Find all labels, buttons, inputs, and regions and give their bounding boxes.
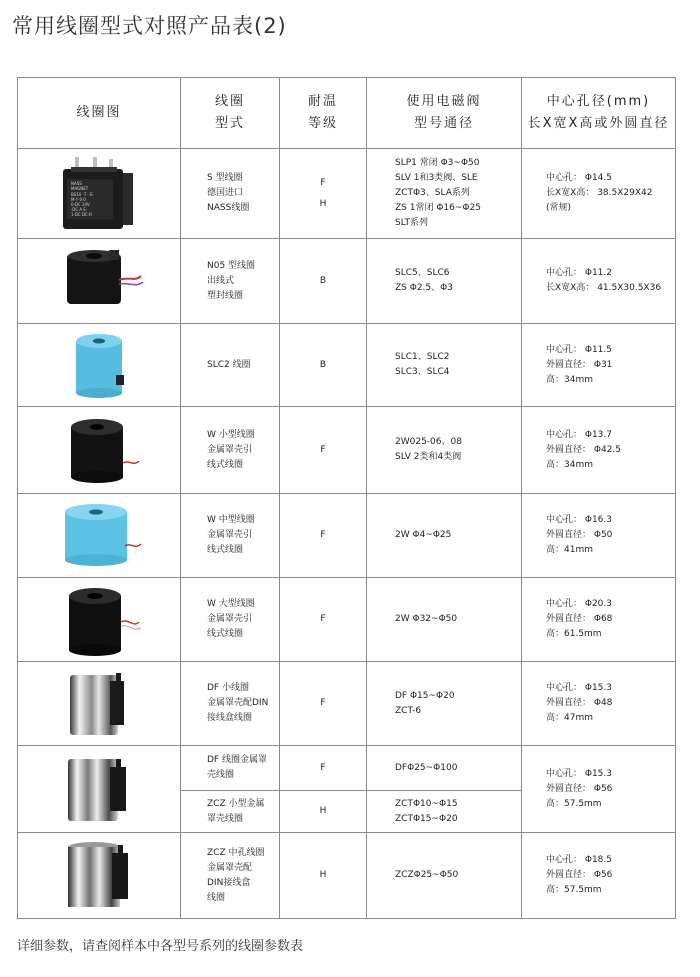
table-row bbox=[18, 662, 676, 746]
valve-model-cell: SLC1、SLC2 SLC3、SLC4 bbox=[367, 324, 522, 407]
n05-coil-image bbox=[49, 246, 149, 316]
coil-type-cell: SLC2 线圈 bbox=[181, 324, 280, 407]
dimensions-cell: 中心孔： Φ11.5 外圆直径： Φ31 高：34mm bbox=[522, 324, 676, 407]
coil-image-cell bbox=[18, 746, 181, 833]
header-grade: 耐温 等级 bbox=[280, 78, 367, 149]
dimensions-cell: 中心孔： Φ15.3 外圆直径： Φ56 高：57.5mm bbox=[522, 746, 676, 833]
dimensions-cell: 中心孔： Φ13.7 外圆直径： Φ42.5 高：34mm bbox=[522, 407, 676, 494]
s-type-coil-image bbox=[49, 155, 149, 233]
header-valve: 使用电磁阀 型号通径 bbox=[367, 78, 522, 149]
valve-model-cell: ZCTΦ10~Φ15 ZCTΦ15~Φ20 bbox=[367, 791, 522, 833]
table-row bbox=[18, 578, 676, 662]
slc2-coil-image bbox=[54, 329, 144, 401]
temp-grade-cell: H bbox=[280, 791, 367, 833]
svg-text:0·DC 24V: 0·DC 24V bbox=[71, 201, 90, 207]
table-row bbox=[18, 494, 676, 578]
svg-text:MAGNET: MAGNET bbox=[71, 185, 89, 191]
header-dims: 中心孔径(mm) 长X宽X高或外圆直径 bbox=[522, 78, 676, 149]
w-small-coil-image bbox=[51, 413, 147, 487]
coil-type-cell: W 中型线圈 金属罩壳引 线式线圈 bbox=[181, 494, 280, 578]
dimensions-cell: 中心孔： Φ14.5 长X宽X高： 38.5X29X42 (常规) bbox=[522, 149, 676, 239]
dimensions-cell: 中心孔： Φ16.3 外圆直径： Φ50 高：41mm bbox=[522, 494, 676, 578]
w-large-coil-image bbox=[49, 582, 149, 658]
table-row bbox=[18, 833, 676, 919]
coil-image-cell bbox=[18, 578, 181, 662]
svg-text:M·Y·0·0: M·Y·0·0 bbox=[71, 196, 86, 202]
dimensions-cell: 中心孔： Φ20.3 外圆直径： Φ68 高：61.5mm bbox=[522, 578, 676, 662]
header-row bbox=[18, 78, 676, 149]
coil-image-cell bbox=[18, 494, 181, 578]
coil-type-cell: ZCZ 中孔线圈 金属罩壳配 DIN接线盒 线圈 bbox=[181, 833, 280, 919]
temp-grade-cell: B bbox=[280, 239, 367, 324]
valve-model-cell: ZCZΦ25~Φ50 bbox=[367, 833, 522, 919]
dimensions-cell: 中心孔： Φ18.5 外圆直径： Φ56 高：57.5mm bbox=[522, 833, 676, 919]
coil-type-cell: ZCZ 小型金属 罩壳线圈 bbox=[181, 791, 280, 833]
coil-type-cell: DF 小线圈 金属罩壳配DIN 接线盒线圈 bbox=[181, 662, 280, 746]
valve-model-cell: SLP1 常闭 Φ3~Φ50 SLV 1和3类阀、SLE ZCTΦ3、SLA系列 ZS 1常闭 Φ16~Φ25 SLT系列 bbox=[367, 149, 522, 239]
temp-grade-cell: F bbox=[280, 746, 367, 791]
df-small-coil-image bbox=[54, 667, 144, 741]
temp-grade-cell: H bbox=[280, 833, 367, 919]
footer-note: 详细参数，请查阅样本中各型号系列的线圈参数表 bbox=[17, 939, 304, 954]
valve-model-cell: DF Φ15~Φ20 ZCT-6 bbox=[367, 662, 522, 746]
table-row bbox=[18, 239, 676, 324]
header-type: 线圈 型式 bbox=[181, 78, 280, 149]
coil-type-cell: W 大型线圈 金属罩壳引 线式线圈 bbox=[181, 578, 280, 662]
coil-type-cell: N05 型线圈 出线式 塑封线圈 bbox=[181, 239, 280, 324]
valve-model-cell: DFΦ25~Φ100 bbox=[367, 746, 522, 791]
temp-grade-cell: F bbox=[280, 407, 367, 494]
page-title: 常用线圈型式对照产品表(2) bbox=[12, 14, 287, 38]
valve-model-cell: SLC5、SLC6 ZS Φ2.5、Φ3 bbox=[367, 239, 522, 324]
valve-model-cell: 2W025-06、08 SLV 2类和4类阀 bbox=[367, 407, 522, 494]
df-coil-image bbox=[54, 751, 144, 827]
temp-grade-cell: B bbox=[280, 324, 367, 407]
svg-text:1·DC DC·R: 1·DC DC·R bbox=[71, 211, 92, 217]
temp-grade-cell: F bbox=[280, 494, 367, 578]
svg-text:BS10 ·T· ·E·: BS10 ·T· ·E· bbox=[71, 191, 94, 197]
coil-image-cell bbox=[18, 407, 181, 494]
product-table bbox=[17, 77, 676, 919]
svg-text:·DC·A E·: ·DC·A E· bbox=[71, 206, 88, 212]
coil-type-cell: S 型线圈 德国进口 NASS线圈 bbox=[181, 149, 280, 239]
header-image: 线圈图 bbox=[18, 78, 181, 149]
temp-grade-cell: F H bbox=[280, 149, 367, 239]
temp-grade-cell: F bbox=[280, 662, 367, 746]
coil-image-cell bbox=[18, 833, 181, 919]
table-row bbox=[18, 324, 676, 407]
coil-type-cell: W 小型线圈 金属罩壳引 线式线圈 bbox=[181, 407, 280, 494]
coil-type-cell: DF 线圈金属罩 壳线圈 bbox=[181, 746, 280, 791]
zcz-medium-coil-image bbox=[54, 837, 144, 915]
coil-image-cell bbox=[18, 662, 181, 746]
coil-image-cell bbox=[18, 239, 181, 324]
table-row bbox=[18, 149, 676, 239]
coil-image-cell bbox=[18, 324, 181, 407]
table-row bbox=[18, 407, 676, 494]
w-medium-coil-image bbox=[49, 500, 149, 572]
dimensions-cell: 中心孔： Φ15.3 外圆直径： Φ48 高：47mm bbox=[522, 662, 676, 746]
table-row bbox=[18, 746, 676, 791]
coil-image-cell bbox=[18, 149, 181, 239]
svg-text:NASS: NASS bbox=[71, 180, 82, 186]
dimensions-cell: 中心孔： Φ11.2 长X宽X高： 41.5X30.5X36 bbox=[522, 239, 676, 324]
valve-model-cell: 2W Φ4~Φ25 bbox=[367, 494, 522, 578]
temp-grade-cell: F bbox=[280, 578, 367, 662]
valve-model-cell: 2W Φ32~Φ50 bbox=[367, 578, 522, 662]
